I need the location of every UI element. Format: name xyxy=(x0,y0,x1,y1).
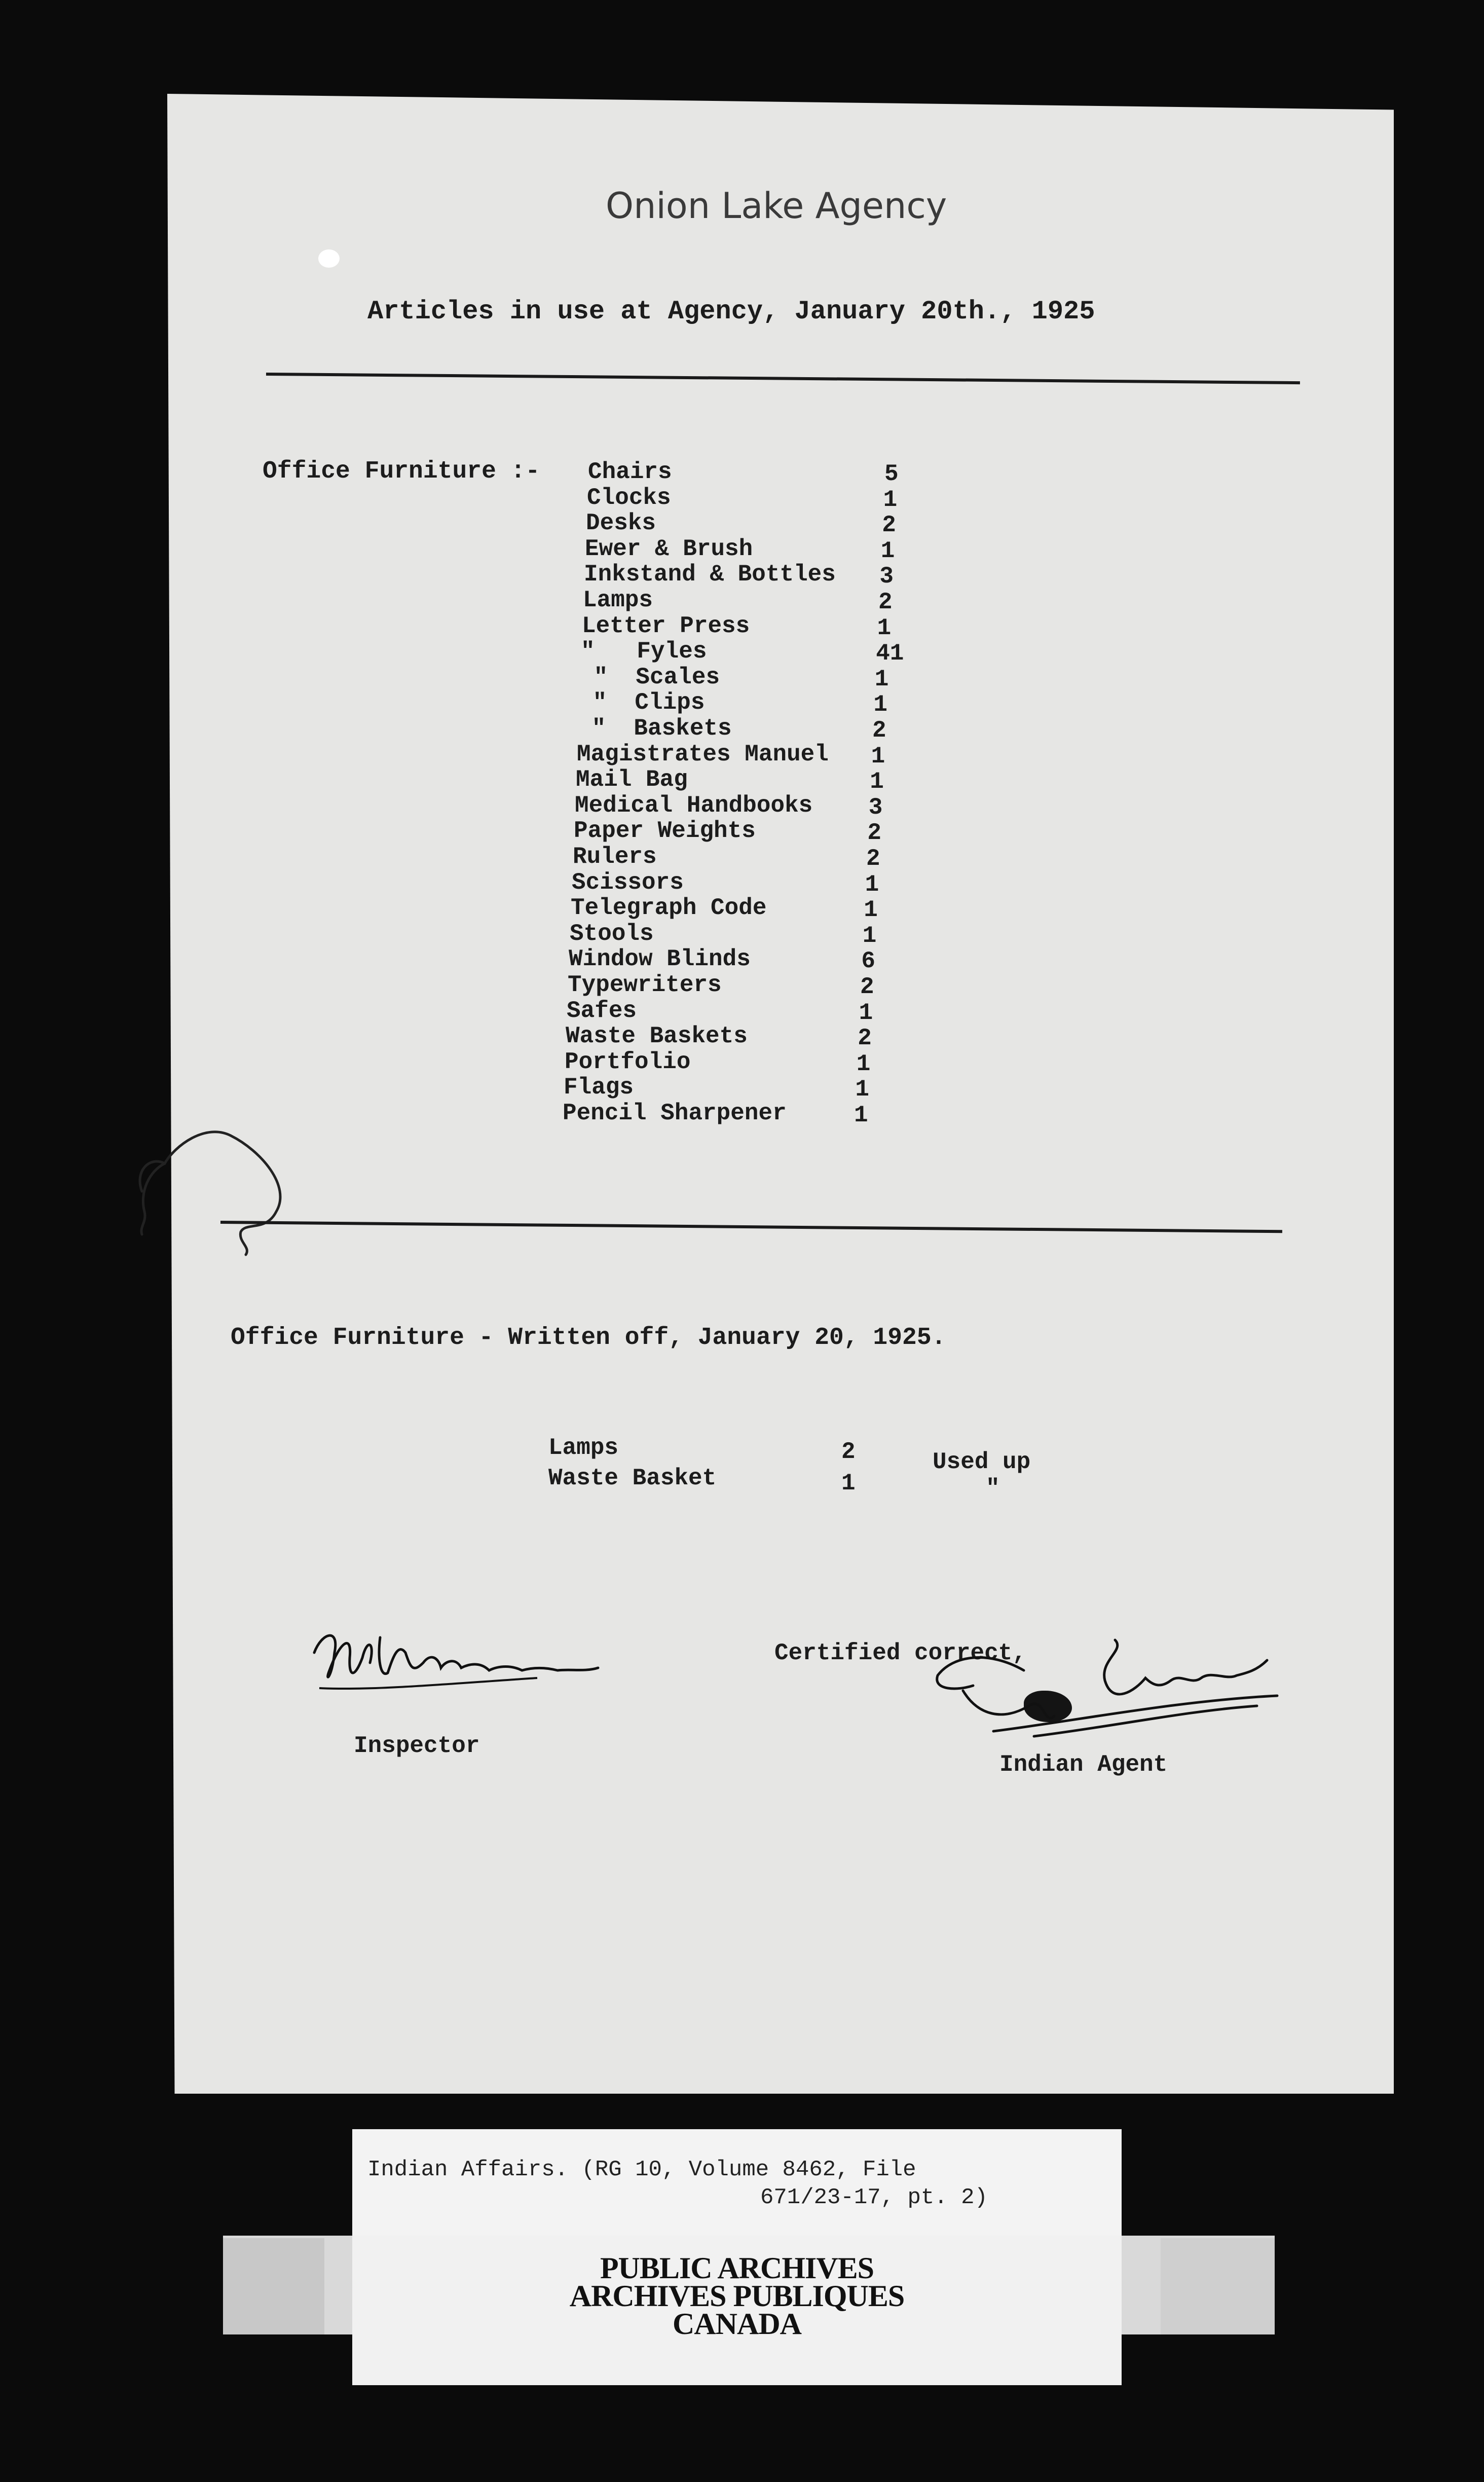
inventory-qty: 2 xyxy=(882,512,896,539)
archive-band-right-cap xyxy=(1161,2238,1275,2334)
inventory-item: Paper Weights xyxy=(574,818,756,845)
inventory-qty: 2 xyxy=(878,589,893,615)
inventory-item: Letter Press xyxy=(582,612,750,639)
inventory-qty: 2 xyxy=(860,974,874,1000)
inventory-qty: 5 xyxy=(884,461,899,487)
inventory-qty: 3 xyxy=(868,794,883,821)
document-page xyxy=(167,94,1394,2094)
inventory-item: Clocks xyxy=(587,484,671,511)
archive-stamp-line-3: CANADA xyxy=(673,2307,801,2341)
inventory-item: " Scales xyxy=(580,664,720,690)
inventory-item: " Clips xyxy=(579,689,705,716)
archive-stamp-line-2: ARCHIVES PUBLIQUES xyxy=(569,2279,905,2313)
written-off-qty: 2 xyxy=(841,1439,856,1465)
inventory-item: " Baskets xyxy=(578,715,732,742)
inventory-qty: 1 xyxy=(856,1050,871,1077)
inventory-qty: 2 xyxy=(867,820,881,847)
written-off-qty: 1 xyxy=(841,1470,856,1496)
archive-reference-line-1: Indian Affairs. (RG 10, Volume 8462, File xyxy=(367,2157,916,2182)
inventory-qty: 1 xyxy=(871,743,885,770)
inventory-qty: 2 xyxy=(866,846,880,872)
certified-correct-text: Certified correct, xyxy=(774,1640,1026,1666)
inventory-item: Window Blinds xyxy=(569,946,751,973)
inventory-item: Medical Handbooks xyxy=(575,792,813,819)
written-off-item: Waste Basket xyxy=(548,1465,717,1491)
inventory-item: Safes xyxy=(567,997,637,1024)
inventory-qty: 1 xyxy=(877,614,892,641)
handwritten-scrawl xyxy=(129,1115,291,1257)
inventory-qty: 1 xyxy=(874,666,889,692)
section-label-written-off: Office Furniture - Written off, January 20, 1925. xyxy=(231,1324,946,1352)
inventory-item: Rulers xyxy=(573,844,657,870)
inventory-item: Mail Bag xyxy=(576,766,688,793)
inventory-qty: 1 xyxy=(870,769,884,795)
indian-agent-signature xyxy=(862,1630,1318,1746)
inventory-qty: 1 xyxy=(854,1102,868,1128)
inventory-item: Chairs xyxy=(588,459,672,485)
archive-band-left-cap xyxy=(223,2238,324,2334)
inventory-qty: 2 xyxy=(872,717,886,744)
inventory-item: Stools xyxy=(570,920,654,947)
inventory-item: Portfolio xyxy=(565,1048,691,1075)
inventory-qty: 1 xyxy=(865,871,879,898)
inventory-item: Magistrates Manuel xyxy=(577,741,829,768)
inventory-item: " Fyles xyxy=(581,638,707,665)
inventory-qty: 1 xyxy=(855,1076,869,1103)
inventory-qty: 6 xyxy=(861,948,875,975)
inventory-qty: 1 xyxy=(873,691,887,718)
written-off-note: " xyxy=(986,1475,1000,1502)
section-label-office-furniture: Office Furniture :- xyxy=(263,458,540,485)
inventory-qty: 2 xyxy=(858,1025,872,1052)
inventory-qty: 3 xyxy=(879,563,894,590)
inventory-item: Pencil Sharpener xyxy=(563,1100,787,1126)
indian-agent-label: Indian Agent xyxy=(999,1751,1168,1778)
inventory-qty: 1 xyxy=(880,537,895,564)
inventory-item: Ewer & Brush xyxy=(585,535,753,562)
inventory-item: Telegraph Code xyxy=(571,895,767,922)
inventory-qty: 1 xyxy=(859,999,873,1026)
ink-spot xyxy=(318,249,340,268)
inventory-item: Typewriters xyxy=(568,972,722,998)
document-subtitle: Articles in use at Agency, January 20th., 1925 xyxy=(367,297,1095,326)
archive-stamp-line-1: PUBLIC ARCHIVES xyxy=(600,2251,874,2285)
inventory-item: Waste Baskets xyxy=(566,1023,748,1050)
written-off-item: Lamps xyxy=(548,1435,619,1461)
inventory-item: Desks xyxy=(586,510,656,537)
archive-reference-line-2: 671/23-17, pt. 2) xyxy=(760,2185,988,2210)
inventory-item: Lamps xyxy=(583,587,653,613)
archive-reference-label xyxy=(352,2129,1122,2248)
written-off-note: Used up xyxy=(933,1449,1031,1475)
inventory-qty: 41 xyxy=(876,640,904,667)
inventory-qty: 1 xyxy=(862,922,877,949)
inspector-label: Inspector xyxy=(354,1733,480,1759)
inventory-qty: 1 xyxy=(883,486,898,513)
inspector-signature xyxy=(304,1622,608,1708)
inventory-item: Flags xyxy=(564,1074,634,1101)
inventory-item: Scissors xyxy=(572,869,684,896)
inventory-qty: 1 xyxy=(864,897,878,924)
document-title: Onion Lake Agency xyxy=(606,185,947,227)
inventory-item: Inkstand & Bottles xyxy=(584,561,836,588)
